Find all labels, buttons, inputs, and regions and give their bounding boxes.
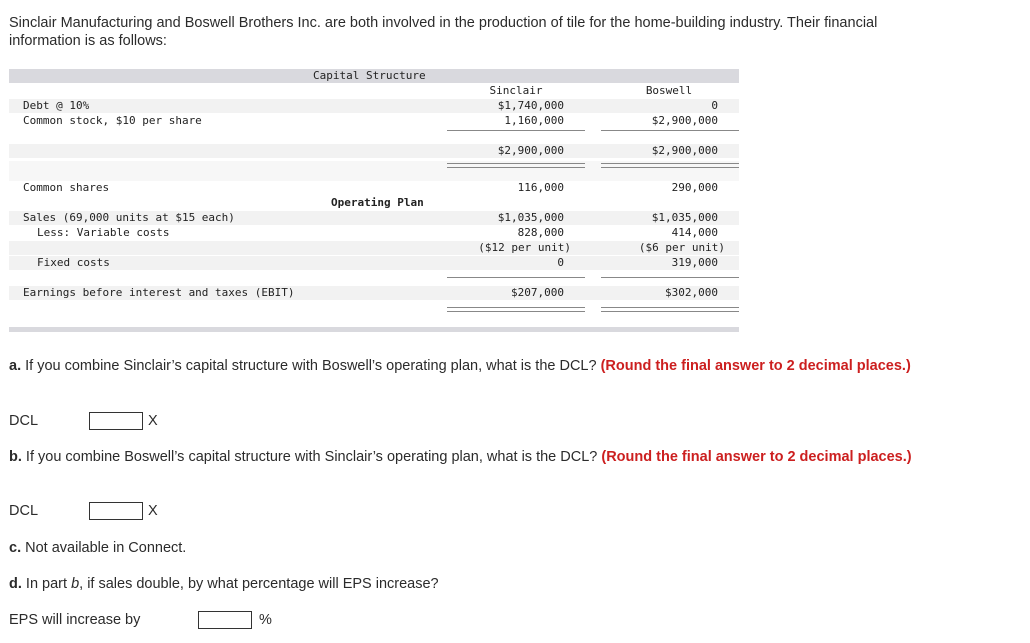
common-stock-label: Common stock, $10 per share [23, 114, 202, 127]
common-shares-label: Common shares [23, 181, 110, 194]
eps-increase-label: EPS will increase by [9, 612, 141, 628]
common-stock-sinclair: 1,160,000 [504, 114, 564, 127]
subtotal-rule [447, 130, 585, 131]
question-c-text: Not available in Connect. [21, 540, 187, 556]
question-a-note: (Round the final answer to 2 decimal places.) [600, 358, 911, 374]
ebit-label: Earnings before interest and taxes (EBIT) [23, 286, 295, 299]
debt-boswell: 0 [711, 99, 718, 112]
question-a-text: If you combine Sinclair’s capital structure with Boswell’s operating plan, what is the DCL? [21, 358, 601, 374]
sales-label: Sales (69,000 units at $15 each) [23, 211, 235, 224]
per-unit-boswell: ($6 per unit) [638, 241, 725, 254]
common-shares-boswell: 290,000 [671, 181, 718, 194]
col-header-boswell: Boswell [645, 84, 693, 97]
question-d-text-italic: b [71, 576, 80, 592]
question-b-note: (Round the final answer to 2 decimal places.) [601, 449, 912, 465]
sales-sinclair: $1,035,000 [497, 211, 564, 224]
sales-boswell: $1,035,000 [651, 211, 718, 224]
subtotal-rule [601, 277, 739, 278]
col-header-sinclair: Sinclair [489, 84, 543, 97]
variable-costs-boswell: 414,000 [671, 226, 718, 239]
question-a [9, 357, 929, 375]
common-shares-sinclair: 116,000 [517, 181, 564, 194]
total-double-rule [447, 163, 585, 168]
total-double-rule [601, 307, 739, 312]
debt-label: Debt @ 10% [23, 99, 90, 112]
variable-costs-label: Less: Variable costs [37, 226, 170, 239]
question-c-letter: c. [9, 540, 22, 556]
per-unit-sinclair: ($12 per unit) [478, 241, 571, 254]
table-footer-bar [9, 327, 739, 332]
question-b-text: If you combine Boswell’s capital structure with Sinclair’s operating plan, what is the DCL? [21, 449, 602, 465]
debt-sinclair: $1,740,000 [497, 99, 564, 112]
question-d [9, 575, 439, 593]
question-c [9, 539, 186, 557]
common-stock-boswell: $2,900,000 [651, 114, 718, 127]
subtotal-rule [601, 130, 739, 131]
subtotal-rule [447, 277, 585, 278]
fixed-costs-boswell: 319,000 [671, 256, 718, 269]
percent-unit: % [259, 612, 272, 628]
capital-structure-header: Capital Structure [313, 69, 426, 82]
question-d-text-1: In part [21, 576, 72, 592]
total-boswell: $2,900,000 [651, 144, 718, 157]
total-double-rule [601, 163, 739, 168]
total-double-rule [447, 307, 585, 312]
dcl-a-label: DCL [9, 413, 39, 429]
operating-plan-header: Operating Plan [331, 196, 424, 209]
fixed-costs-label: Fixed costs [37, 256, 110, 269]
question-b-letter: b. [9, 449, 22, 465]
ebit-sinclair: $207,000 [511, 286, 564, 299]
variable-costs-sinclair: 828,000 [517, 226, 564, 239]
total-sinclair: $2,900,000 [497, 144, 564, 157]
dcl-b-label: DCL [9, 503, 39, 519]
question-d-letter: d. [9, 576, 22, 592]
eps-increase-input[interactable] [198, 611, 252, 629]
dcl-a-input[interactable] [89, 412, 143, 430]
financial-table [9, 69, 739, 334]
ebit-boswell: $302,000 [665, 286, 718, 299]
dcl-b-input[interactable] [89, 502, 143, 520]
question-d-text-2: , if sales double, by what percentage will EPS increase? [79, 576, 439, 592]
incorrect-mark-icon: X [148, 413, 158, 429]
problem-intro: Sinclair Manufacturing and Boswell Brothers Inc. are both involved in the production of tile for the home-building industry. Their financial information is as follows: [9, 15, 878, 49]
incorrect-mark-icon: X [148, 503, 158, 519]
fixed-costs-sinclair: 0 [557, 256, 564, 269]
question-a-letter: a. [9, 358, 22, 374]
question-b [9, 448, 929, 466]
